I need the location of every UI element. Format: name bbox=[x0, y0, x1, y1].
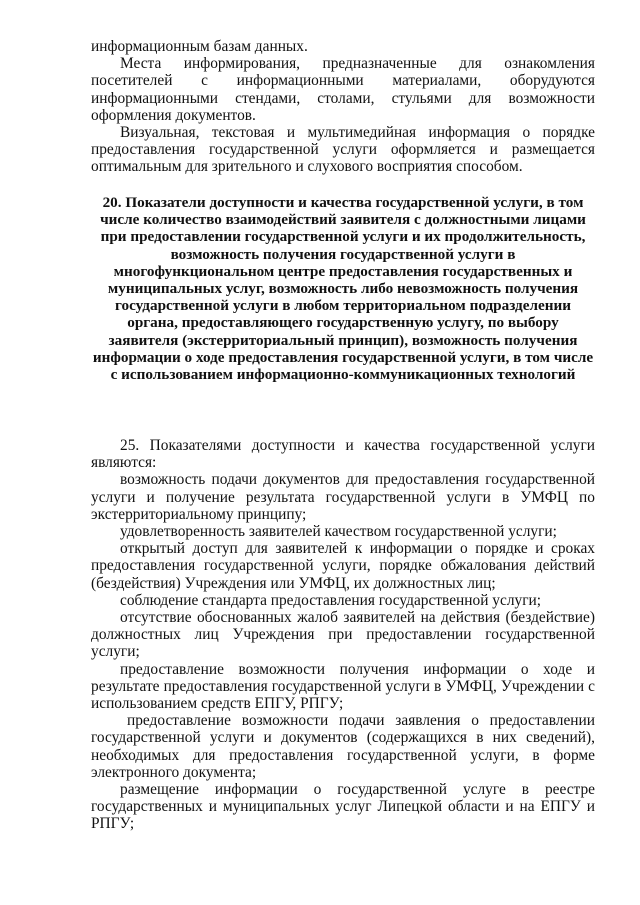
list-item: возможность подачи документов для предоставления государственной услуги и получение результата государственной услуги в УМФЦ по экстерриториальному принципу; bbox=[91, 471, 595, 523]
top-text-block bbox=[91, 38, 595, 176]
section-heading-20: 20. Показатели доступности и качества государственной услуги, в том числе количество взаимодействий заявителя с должностными лицами при предоставлении государственной услуги и их продолжительность, возможность получения государственной услуги в многофункциональном центре предоставления государственных и муниципальных услуг, возможность либо невозможность получения государственной услуги в любом территориальном подразделении органа, предоставляющего государственную услугу, по выбору заявителя (экстерриториальный принцип), возможность получения информации о ходе предоставления государственной услуги, в том числе с использованием информационно-коммуникационных технологий bbox=[92, 194, 594, 384]
list-item: удовлетворенность заявителей качеством государственной услуги; bbox=[120, 523, 557, 541]
paragraph-25-intro: 25. Показателями доступности и качества государственной услуги являются: bbox=[91, 437, 595, 472]
list-item: отсутствие обоснованных жалоб заявителей на действия (бездействие) должностных лиц Учреждения при предоставлении государственной услуги; bbox=[91, 609, 595, 661]
paragraph-visual-info: Визуальная, текстовая и мультимедийная информация о порядке предоставления государственной услуги оформляется и размещается оптимальным для зрительного и слухового восприятия способом. bbox=[91, 124, 595, 176]
list-item: соблюдение стандарта предоставления государственной услуги; bbox=[120, 591, 542, 609]
list-item: предоставление возможности подачи заявления о предоставлении государственной услуги и документов (содержащихся в них сведений), необходимых для предоставления государственной услуги, в форме электронного документа; bbox=[91, 712, 595, 781]
list-item: открытый доступ для заявителей к информации о порядке и сроках предоставления государственной услуги, порядке обжалования действий (бездействия) Учреждения или УМФЦ, их должностных лиц; bbox=[91, 540, 595, 592]
paragraph-info-places: Места информирования, предназначенные для ознакомления посетителей с информационными материалами, оборудуются информационными стендами, столами, стульями для возможности оформления документов. bbox=[91, 55, 595, 124]
paragraph-continuation: информационным базам данных. bbox=[91, 38, 308, 55]
body-text-block bbox=[91, 437, 595, 833]
list-item: размещение информации о государственной услуге в реестре государственных и муниципальных услуг Липецкой области и на ЕПГУ и РПГУ; bbox=[91, 781, 595, 833]
list-item: предоставление возможности получения информации о ходе и результате предоставления государственной услуги в УМФЦ, Учреждении с использованием средств ЕПГУ, РПГУ; bbox=[91, 660, 595, 713]
